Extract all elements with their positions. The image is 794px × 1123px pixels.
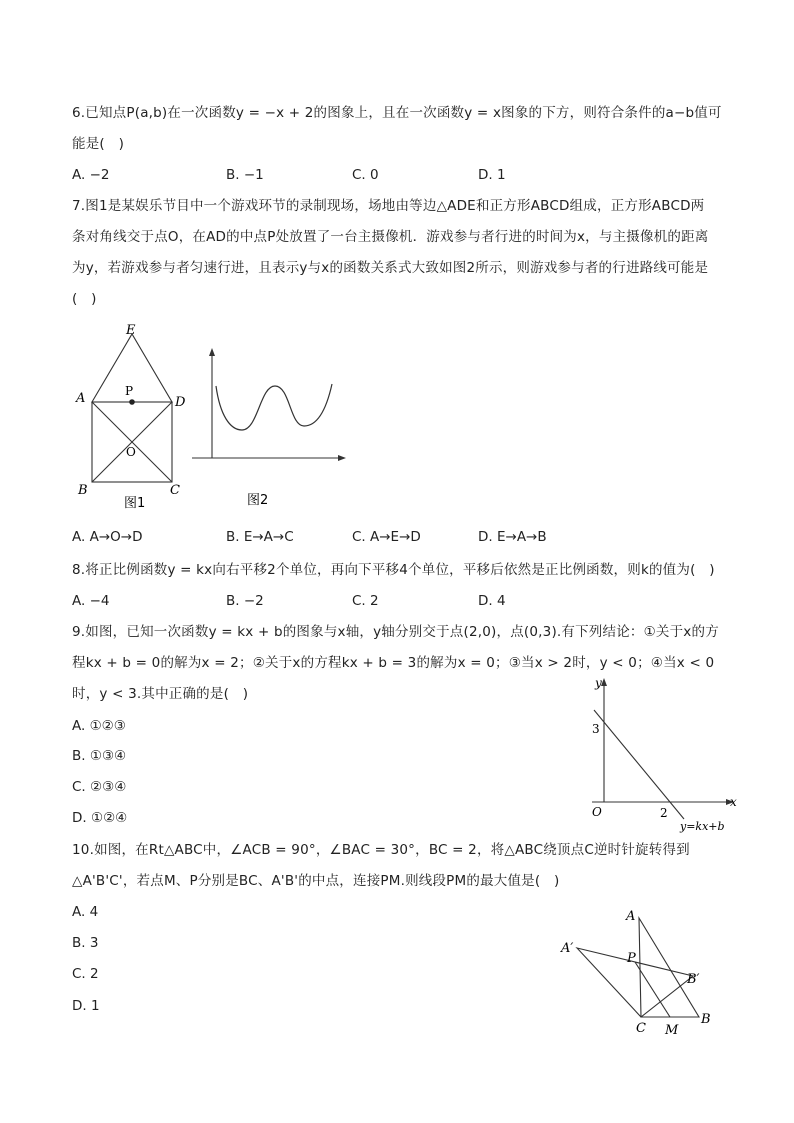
q9-stem-line1: 9.如图，已知一次函数y = kx + b的图象与x轴，y轴分别交于点(2,0)，点(0,3).有下列结论：①关于x的方 (72, 624, 719, 640)
q8-stem: 8.将正比例函数y = kx向右平移2个单位，再向下平移4个单位，平移后依然是正比例函数，则k的值为( ) (72, 562, 715, 578)
q7-label-a: A (76, 391, 86, 406)
q8-option-d: D. 4 (478, 593, 506, 609)
q8-option-c: C. 2 (352, 593, 379, 609)
q10-label-p: P (627, 951, 636, 966)
q6-stem-line2: 能是( ) (72, 136, 125, 152)
q7-point-p-dot (129, 399, 135, 405)
q10-option-d: D. 1 (72, 998, 100, 1014)
q10-option-c: C. 2 (72, 966, 99, 982)
q7-label-c: C (170, 483, 180, 498)
q7-label-e: E (126, 323, 136, 338)
q7-fig2-axes (192, 348, 346, 461)
q9-function-line (594, 710, 684, 819)
q6-option-a: A. −2 (72, 167, 110, 183)
q7-stem-line3: 为y，若游戏参与者匀速行进，且表示y与x的函数关系式大致如图2所示，则游戏参与者的行进路线可能是 (72, 260, 709, 276)
q9-option-b: B. ①③④ (72, 748, 127, 764)
q10-option-a: A. 4 (72, 904, 99, 920)
q9-stem-line3: 时，y < 3.其中正确的是( ) (72, 686, 249, 702)
q10-label-b: B (701, 1012, 711, 1027)
q10-shape (577, 918, 699, 1017)
q10-label-a-prime: A′ (561, 941, 574, 956)
q10-label-b-prime: B′ (687, 972, 700, 987)
q7-option-d: D. E→A→B (478, 529, 547, 545)
q8-option-b: B. −2 (226, 593, 264, 609)
q7-option-b: B. E→A→C (226, 529, 294, 545)
q10-label-a: A (626, 909, 636, 924)
q7-label-b: B (78, 483, 88, 498)
q6-option-c: C. 0 (352, 167, 379, 183)
q7-option-a: A. A→O→D (72, 529, 143, 545)
q7-fig2-curve (216, 384, 332, 430)
q7-stem-line4: ( ) (72, 291, 97, 307)
q10-option-b: B. 3 (72, 935, 99, 951)
q10-stem-line1: 10.如图，在Rt△ABC中，∠ACB = 90°，∠BAC = 30°，BC = 2，将△ABC绕顶点C逆时针旋转得到 (72, 842, 690, 858)
q7-fig1-caption: 图1 (124, 496, 146, 511)
q6-option-d: D. 1 (478, 167, 506, 183)
q9-option-c: C. ②③④ (72, 779, 127, 795)
q8-option-a: A. −4 (72, 593, 110, 609)
q6-stem-line1: 6.已知点P(a,b)在一次函数y = −x + 2的图象上，且在一次函数y = x图象的下方，则符合条件的a−b值可 (72, 105, 722, 121)
q9-stem-line2: 程kx + b = 0的解为x = 2；②关于x的方程kx + b = 3的解为x = 0；③当x > 2时，y < 0；④当x < 0 (72, 655, 715, 671)
q7-fig1-shape (92, 334, 172, 482)
q7-fig2-caption: 图2 (247, 493, 269, 508)
q10-label-c: C (636, 1021, 646, 1036)
q9-label-2: 2 (660, 806, 668, 820)
q9-option-d: D. ①②④ (72, 810, 128, 826)
q7-stem-line1: 7.图1是某娱乐节目中一个游戏环节的录制现场，场地由等边△ADE和正方形ABCD组成，正方形ABCD两 (72, 198, 705, 214)
q6-option-b: B. −1 (226, 167, 264, 183)
q9-axes (592, 678, 734, 805)
q9-label-function: y=kx+b (680, 820, 725, 833)
q7-label-p: P (125, 384, 134, 398)
q10-stem-line2: △A'B'C'，若点M、P分别是BC、A'B'的中点，连接PM.则线段PM的最大值是( ) (72, 873, 560, 889)
q9-label-x: x (730, 795, 737, 809)
q10-label-m: M (665, 1023, 679, 1038)
q7-label-o: O (126, 445, 136, 459)
q7-figure (70, 320, 370, 520)
q10-figure (555, 900, 725, 1045)
q9-option-a: A. ①②③ (72, 718, 126, 734)
q7-option-c: C. A→E→D (352, 529, 421, 545)
q7-label-d: D (175, 395, 186, 410)
q9-label-y: y (595, 676, 602, 690)
q7-stem-line2: 条对角线交于点O，在AD的中点P处放置了一台主摄像机．游戏参与者行进的时间为x，与主摄像机的距离 (72, 229, 709, 245)
q9-label-o: O (592, 805, 602, 819)
q9-figure (580, 672, 750, 837)
q9-label-3: 3 (592, 722, 600, 736)
